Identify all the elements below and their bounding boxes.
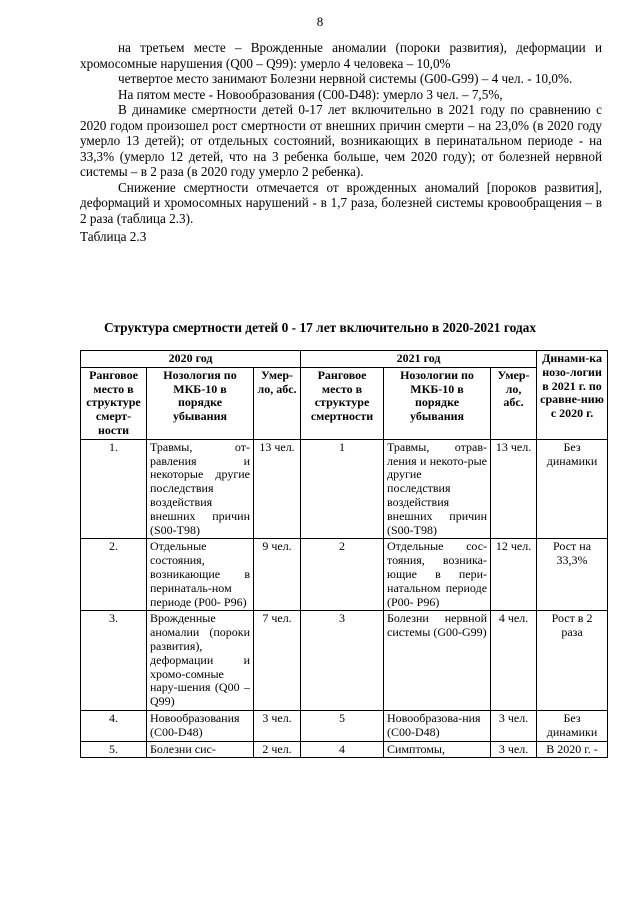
dynamics-cell: Без динамики [537, 710, 608, 741]
nosology-2021-cell: Болезни нервной системы (G00-G99) [384, 611, 491, 711]
dynamics-cell: Рост в 2 раза [537, 611, 608, 711]
nosology-2021-header: Нозологии по МКБ-10 в порядке убывания [384, 367, 491, 439]
table-column-header-row [81, 367, 608, 439]
nosology-2020-cell: Врожденные аномалии (пороки развития), деформации и хромо-сомные нару-шения (Q00 – Q99) [147, 611, 254, 711]
nosology-2021-cell: Отдельные сос-тояния, возника-ющие в пери-натальном периоде (P00- P96) [384, 539, 491, 611]
paragraph: На пятом месте - Новообразования (C00-D48): умерло 3 чел. – 7,5%, [118, 86, 503, 102]
table-row [81, 710, 608, 741]
nosology-2020-header: Нозология по МКБ-10 в порядке убывания [147, 367, 254, 439]
rank-2021-cell: 4 [301, 741, 384, 758]
dynamics-cell: Рост на 33,3% [537, 539, 608, 611]
nosology-2020-cell: Травмы, от-равления и некоторые другие последствия воздействия внешних причин (S00-T98) [147, 439, 254, 539]
group-2020-header: 2020 год [81, 351, 301, 368]
died-2020-header: Умер-ло, абс. [254, 367, 301, 439]
rank-2021-cell: 5 [301, 710, 384, 741]
died-2020-cell: 3 чел. [254, 710, 301, 741]
died-2021-header: Умер-ло, абс. [491, 367, 537, 439]
table-row [81, 539, 608, 611]
rank-2020-cell: 4. [81, 710, 147, 741]
died-2020-cell: 2 чел. [254, 741, 301, 758]
rank-2020-cell: 5. [81, 741, 147, 758]
paragraph: Снижение смертности отмечается от врожденных аномалий [пороков развития], деформаций и хромосомных нарушений - в 1,7 раза, болезней системы кровообращения – в 2 раза (таблица 2.3). [80, 179, 602, 226]
body-text [80, 40, 602, 245]
rank-2020-cell: 3. [81, 611, 147, 711]
nosology-2020-cell: Отдельные состояния, возникающие в перинаталь-ном периоде (P00- P96) [147, 539, 254, 611]
rank-2021-cell: 3 [301, 611, 384, 711]
died-2020-cell: 9 чел. [254, 539, 301, 611]
nosology-2021-cell: Симптомы, [384, 741, 491, 758]
nosology-2020-cell: Новообразования (C00-D48) [147, 710, 254, 741]
died-2021-cell: 3 чел. [491, 710, 537, 741]
table-caption: Таблица 2.3 [80, 229, 147, 244]
died-2021-cell: 12 чел. [491, 539, 537, 611]
mortality-table [80, 350, 608, 758]
rank-2021-cell: 2 [301, 539, 384, 611]
died-2021-cell: 3 чел. [491, 741, 537, 758]
group-2021-header: 2021 год [301, 351, 537, 368]
died-2021-cell: 13 чел. [491, 439, 537, 539]
nosology-2021-cell: Новообразова-ния (C00-D48) [384, 710, 491, 741]
table-row [81, 741, 608, 758]
paragraph: В динамике смертности детей 0-17 лет включительно в 2021 году по сравнению с 2020 годом произошел рост смертности от внешних причин смерти – на 23,0% (в 2020 году умерло 13 детей); от отдельных состояний, возникающих в перинатальном периоде - на 33,3% (умерло 12 детей, что на 3 ребенка больше, чем 2020 году); от болезней нервной системы – в 2 раза (в 2020 году умерло 2 ребенка). [80, 102, 602, 179]
table-row [81, 439, 608, 539]
page-number: 8 [316, 14, 324, 29]
table-row [81, 611, 608, 711]
rank-2020-cell: 1. [81, 439, 147, 539]
died-2021-cell: 4 чел. [491, 611, 537, 711]
nosology-2020-cell: Болезни сис- [147, 741, 254, 758]
rank-2020-header: Ранговое место в структуре смерт-ности [81, 367, 147, 439]
rank-2021-header: Ранговое место в структуре смертности [301, 367, 384, 439]
dynamics-header: Динами-ка нозо-логии в 2021 г. по сравне-нию с 2020 г. [537, 351, 608, 440]
nosology-2021-cell: Травмы, отрав-ления и некото-рые другие последствия воздействия внешних причин (S00-T98) [384, 439, 491, 539]
died-2020-cell: 13 чел. [254, 439, 301, 539]
dynamics-cell: В 2020 г. - [537, 741, 608, 758]
paragraph: четвертое место занимают Болезни нервной системы (G00-G99) – 4 чел. - 10,0%. [118, 71, 573, 86]
rank-2021-cell: 1 [301, 439, 384, 539]
table-group-header-row [81, 351, 608, 368]
paragraph: на третьем месте – Врожденные аномалии (пороки развития), деформации и хромосомные нарушения (Q00 – Q99): умерло 4 человека – 10,0% [80, 40, 602, 71]
dynamics-cell: Без динамики [537, 439, 608, 539]
died-2020-cell: 7 чел. [254, 611, 301, 711]
table-title: Структура смертности детей 0 - 17 лет включительно в 2020-2021 годах [103, 320, 537, 335]
rank-2020-cell: 2. [81, 539, 147, 611]
